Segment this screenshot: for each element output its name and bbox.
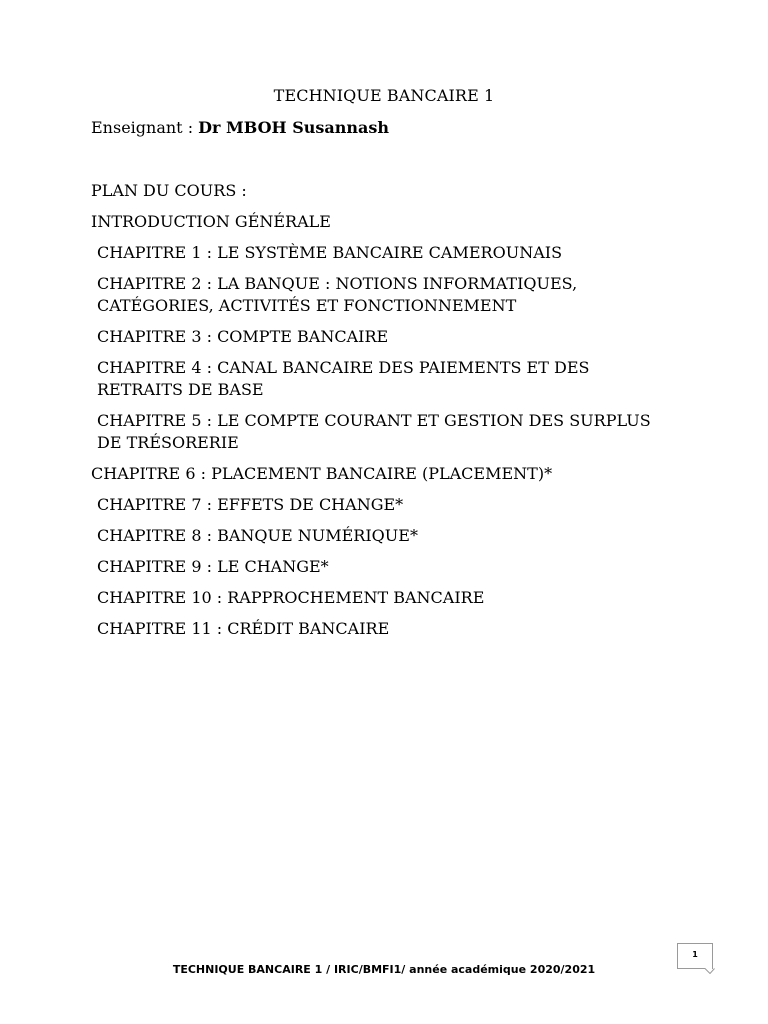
document-title: TECHNIQUE BANCAIRE 1: [273, 86, 495, 105]
chapter-8: CHAPITRE 8 : BANQUE NUMÉRIQUE*: [97, 526, 418, 545]
chapter-3: CHAPITRE 3 : COMPTE BANCAIRE: [97, 327, 389, 346]
teacher-line: [91, 118, 389, 137]
plan-heading: PLAN DU COURS :: [91, 181, 247, 200]
chapter-4: CHAPITRE 4 : CANAL BANCAIRE DES PAIEMENTS ET DES RETRAITS DE BASE: [97, 358, 590, 399]
chapter-11: CHAPITRE 11 : CRÉDIT BANCAIRE: [97, 619, 390, 638]
teacher-name: Dr MBOH Susannash: [198, 118, 390, 137]
chapter-2: CHAPITRE 2 : LA BANQUE : NOTIONS INFORMATIQUES, CATÉGORIES, ACTIVITÉS ET FONCTIONNEMENT: [97, 274, 578, 315]
chapter-10: CHAPITRE 10 : RAPPROCHEMENT BANCAIRE: [97, 588, 485, 607]
page-footer: TECHNIQUE BANCAIRE 1 / IRIC/BMFI1/ année académique 2020/2021: [172, 963, 596, 976]
page-number: 1: [692, 950, 698, 959]
chapter-1: CHAPITRE 1 : LE SYSTÈME BANCAIRE CAMEROUNAIS: [97, 243, 563, 262]
course-plan: [91, 180, 651, 649]
chapter-6: CHAPITRE 6 : PLACEMENT BANCAIRE (PLACEMENT)*: [91, 464, 553, 483]
teacher-label: Enseignant :: [91, 118, 199, 137]
chapter-7: CHAPITRE 7 : EFFETS DE CHANGE*: [97, 495, 404, 514]
introduction-item: INTRODUCTION GÉNÉRALE: [91, 212, 331, 231]
chapter-9: CHAPITRE 9 : LE CHANGE*: [97, 557, 329, 576]
chapter-5: CHAPITRE 5 : LE COMPTE COURANT ET GESTION DES SURPLUS DE TRÉSORERIE: [97, 411, 651, 452]
